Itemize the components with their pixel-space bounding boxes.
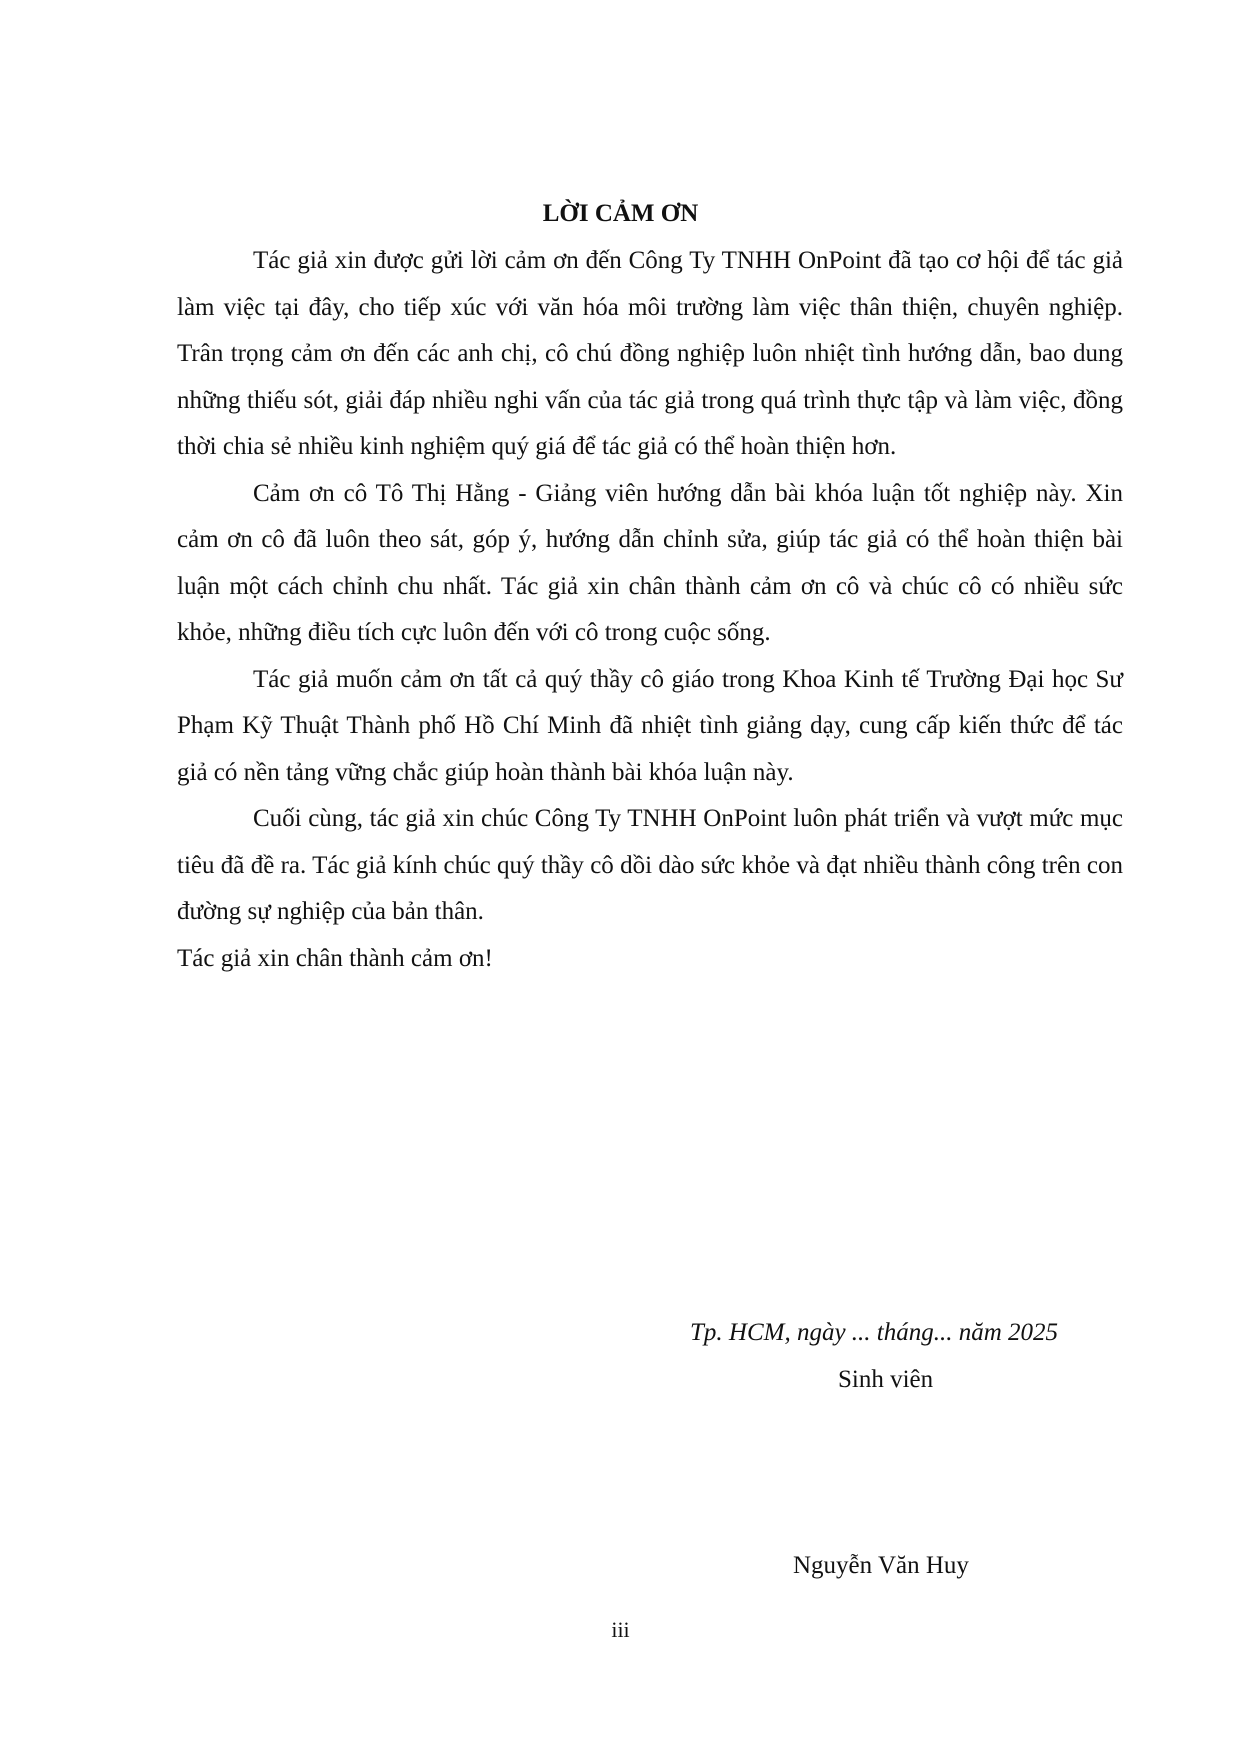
signature-name: Nguyễn Văn Huy [793,1552,969,1579]
closing-line: Tác giả xin chân thành cảm ơn! [177,944,493,972]
paragraph-advisor-thanks: Cảm ơn cô Tô Thị Hằng - Giảng viên hướng dẫn bài khóa luận tốt nghiệp này. Xin cảm ơn cô đã luôn theo sát, góp ý, hướng dẫn chỉnh sửa, giúp tác giả có thể hoàn thiện bài luận một cách chỉnh chu nhất. Tác giả xin chân thành cảm ơn cô và chúc cô có nhiều sức khỏe, những điều tích cực luôn đến với cô trong cuộc sống. [177,479,1123,646]
acknowledgement-body [177,238,1123,982]
paragraph-faculty-thanks: Tác giả muốn cảm ơn tất cả quý thầy cô giáo trong Khoa Kinh tế Trường Đại học Sư Phạm Kỹ Thuật Thành phố Hồ Chí Minh đã nhiệt tình giảng dạy, cung cấp kiến thức để tác giả có nền tảng vững chắc giúp hoàn thành bài khóa luận này. [177,665,1123,786]
paragraph-final-wishes: Cuối cùng, tác giả xin chúc Công Ty TNHH OnPoint luôn phát triển và vượt mức mục tiêu đã đề ra. Tác giả kính chúc quý thầy cô dồi dào sức khỏe và đạt nhiều thành công trên con đường sự nghiệp của bản thân. [177,805,1123,925]
signature-role: Sinh viên [838,1366,934,1393]
page-title: LỜI CẢM ƠN [542,200,699,227]
signature-place-date: Tp. HCM, ngày ... tháng... năm 2025 [690,1319,1059,1346]
page-number: iii [611,1617,630,1642]
paragraph-company-thanks: Tác giả xin được gửi lời cảm ơn đến Công Ty TNHH OnPoint đã tạo cơ hội để tác giả làm việc tại đây, cho tiếp xúc với văn hóa môi trường làm việc thân thiện, chuyên nghiệp. Trân trọng cảm ơn đến các anh chị, cô chú đồng nghiệp luôn nhiệt tình hướng dẫn, bao dung những thiếu sót, giải đáp nhiều nghi vấn của tác giả trong quá trình thực tập và làm việc, đồng thời chia sẻ nhiều kinh nghiệm quý giá để tác giả có thể hoàn thiện hơn. [177,247,1123,460]
